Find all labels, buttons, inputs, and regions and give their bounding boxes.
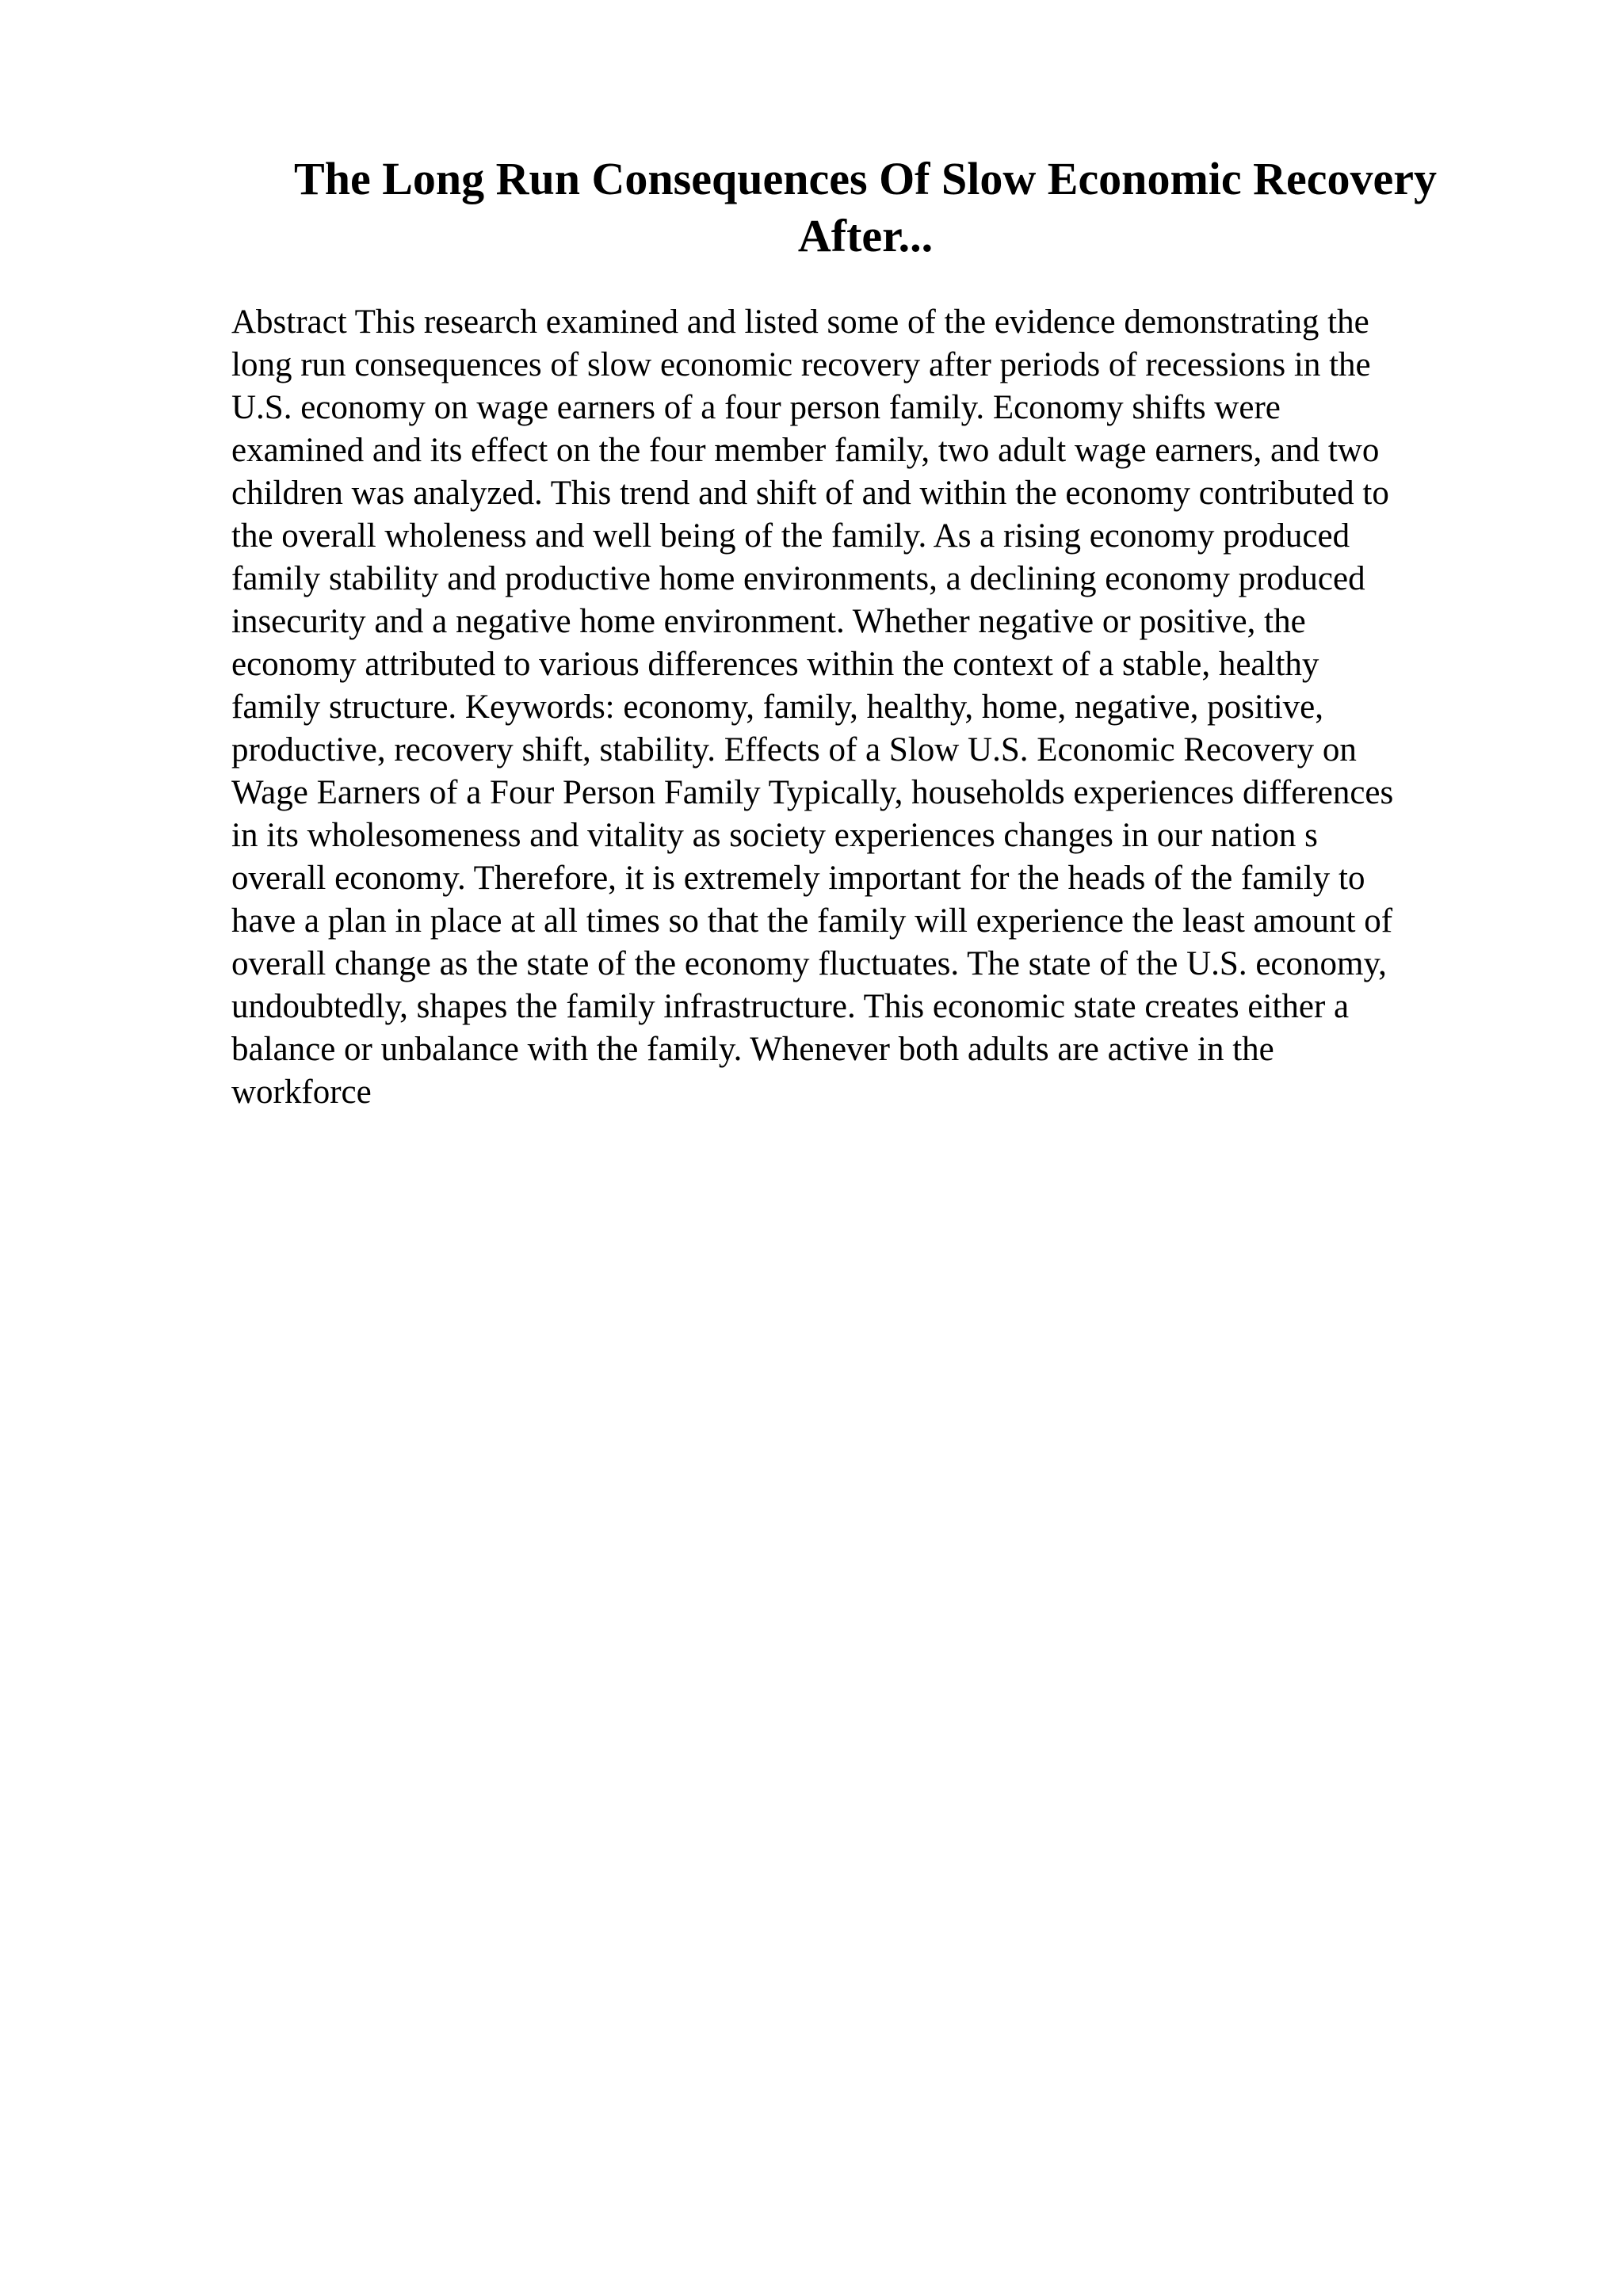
body-line: Wage Earners of a Four Person Family Typically, households experiences differences: [231, 774, 1394, 811]
body-line: examined and its effect on the four member family, two adult wage earners, and two: [231, 432, 1380, 469]
title-line: After...: [797, 210, 934, 261]
body-line: family stability and productive home environments, a declining economy produced: [231, 560, 1365, 597]
body-line: long run consequences of slow economic recovery after periods of recessions in the: [231, 346, 1371, 383]
title-line: The Long Run Consequences Of Slow Economic Recovery: [294, 153, 1437, 204]
body-line: family structure. Keywords: economy, family, healthy, home, negative, positive,: [231, 688, 1324, 726]
body-line: in its wholesomeness and vitality as society experiences changes in our nation s: [231, 817, 1318, 854]
body-line: undoubtedly, shapes the family infrastructure. This economic state creates either a: [231, 988, 1350, 1025]
body-line: economy attributed to various differences within the context of a stable, healthy: [231, 646, 1319, 683]
body-line: Abstract This research examined and listed some of the evidence demonstrating the: [231, 303, 1369, 341]
document-body: [231, 301, 1515, 1114]
document-title: [231, 151, 1499, 265]
body-line: overall change as the state of the economy fluctuates. The state of the U.S. economy,: [231, 945, 1387, 982]
body-line: overall economy. Therefore, it is extremely important for the heads of the family to: [231, 860, 1365, 897]
body-line: balance or unbalance with the family. Whenever both adults are active in the: [231, 1031, 1274, 1068]
body-line: children was analyzed. This trend and shift of and within the economy contributed to: [231, 475, 1389, 512]
body-line: U.S. economy on wage earners of a four person family. Economy shifts were: [231, 389, 1281, 426]
body-line: insecurity and a negative home environment. Whether negative or positive, the: [231, 603, 1306, 640]
body-line: workforce: [231, 1074, 372, 1111]
body-line: the overall wholeness and well being of the family. As a rising economy produced: [231, 517, 1350, 555]
body-line: have a plan in place at all times so that the family will experience the least amount of: [231, 902, 1393, 940]
body-line: productive, recovery shift, stability. Effects of a Slow U.S. Economic Recovery on: [231, 731, 1357, 769]
